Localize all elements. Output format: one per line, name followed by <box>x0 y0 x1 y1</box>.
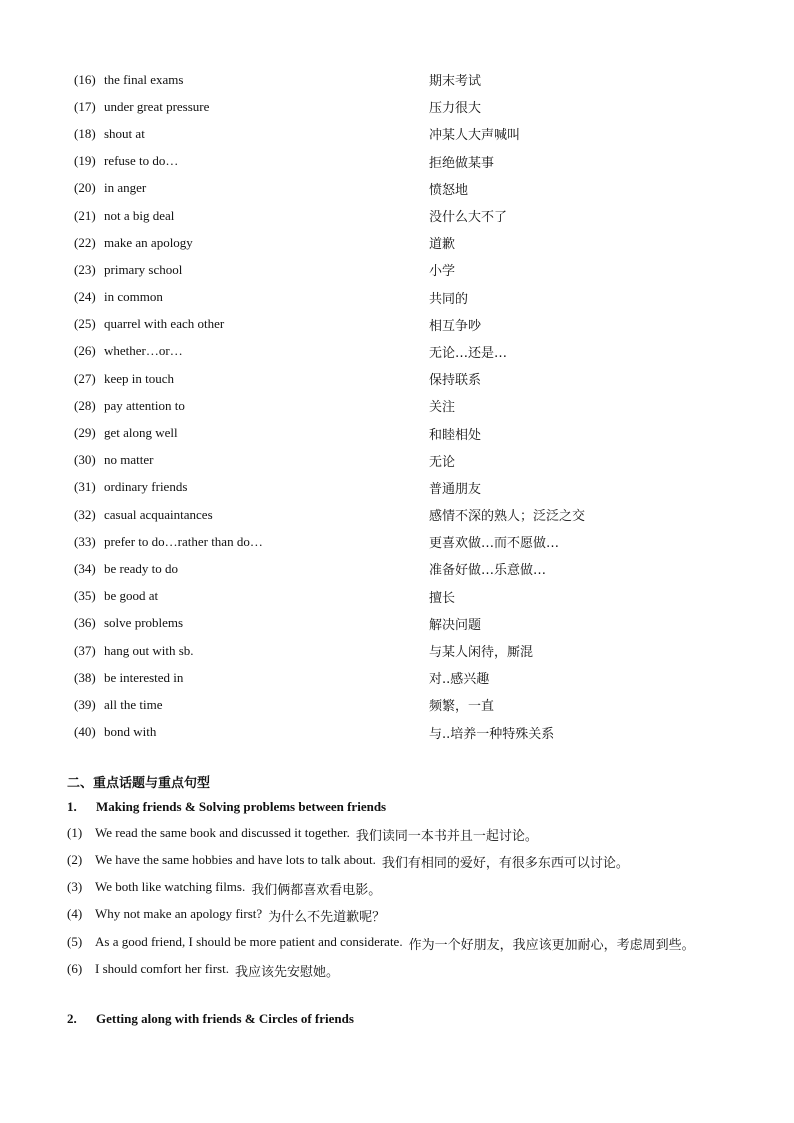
sentence-number: (4) <box>67 906 83 921</box>
sentence-number: (1) <box>67 825 83 840</box>
sentence-number: (3) <box>67 879 83 894</box>
sentence-chinese: 为什么不先道歉呢？ <box>268 910 386 925</box>
vocab-row <box>74 392 754 419</box>
vocab-english: bond with <box>104 724 157 740</box>
vocab-row <box>74 664 754 691</box>
vocab-chinese: 无论 <box>429 454 456 470</box>
vocab-number: (30) <box>74 452 96 468</box>
vocab-number: (17) <box>74 98 96 114</box>
vocab-english: in anger <box>104 180 147 196</box>
vocab-number: (24) <box>74 289 96 305</box>
vocab-row <box>74 284 754 311</box>
vocab-chinese: 和睦相处 <box>429 427 482 443</box>
vocab-row <box>74 583 754 610</box>
vocab-row <box>74 311 754 338</box>
vocab-chinese: 频繁，一直 <box>429 699 495 715</box>
section-title: 二、重点话题与重点句型 <box>67 776 211 791</box>
vocab-row <box>74 419 754 446</box>
vocab-chinese: 准备好做…乐意做… <box>429 563 547 579</box>
vocab-number: (25) <box>74 316 96 332</box>
vocab-number: (27) <box>74 370 96 386</box>
topic-heading-2 <box>67 1011 354 1027</box>
topic-heading-1 <box>67 799 386 815</box>
vocab-english: under great pressure <box>104 98 210 114</box>
sentence-item <box>67 961 339 980</box>
vocab-chinese: 期末考试 <box>429 74 482 90</box>
vocab-number: (31) <box>74 479 96 495</box>
vocab-number: (16) <box>74 71 96 87</box>
vocab-number: (35) <box>74 588 96 604</box>
vocab-row <box>74 229 754 256</box>
vocab-chinese: 更喜欢做…而不愿做… <box>429 536 560 552</box>
sentence-chinese: 我应该先安慰她。 <box>234 965 339 980</box>
sentence-number: (2) <box>67 852 83 867</box>
vocab-number: (21) <box>74 207 96 223</box>
vocab-chinese: 与某人闲待，厮混 <box>429 645 534 661</box>
vocab-row <box>74 93 754 120</box>
vocab-number: (36) <box>74 615 96 631</box>
vocab-chinese: 愤怒地 <box>429 182 469 198</box>
vocab-english: primary school <box>104 261 183 277</box>
vocab-chinese: 冲某人大声喊叫 <box>429 128 521 144</box>
vocab-chinese: 没什么大不了 <box>429 210 508 226</box>
vocab-number: (18) <box>74 125 96 141</box>
vocab-english: no matter <box>104 452 154 468</box>
vocab-row <box>74 175 754 202</box>
vocab-number: (22) <box>74 234 96 250</box>
vocab-chinese: 感情不深的熟人；泛泛之交 <box>429 509 586 525</box>
sentence-english: We both like watching films. <box>95 879 246 894</box>
vocab-chinese: 道歉 <box>429 237 456 253</box>
vocab-number: (39) <box>74 696 96 712</box>
sentence-item <box>67 906 385 925</box>
vocab-row <box>74 148 754 175</box>
vocab-row <box>74 555 754 582</box>
sentence-number: (5) <box>67 934 83 949</box>
vocab-number: (26) <box>74 343 96 359</box>
topic-number: 2. <box>67 1011 77 1026</box>
vocab-english: shout at <box>104 125 145 141</box>
vocab-row <box>74 691 754 718</box>
sentence-chinese: 我们俩都喜欢看电影。 <box>251 883 382 898</box>
vocab-english: quarrel with each other <box>104 316 225 332</box>
vocab-number: (33) <box>74 533 96 549</box>
vocab-chinese: 无论…还是… <box>429 345 508 361</box>
vocab-chinese: 共同的 <box>429 291 469 307</box>
vocab-row <box>74 528 754 555</box>
vocab-number: (34) <box>74 560 96 576</box>
vocab-number: (19) <box>74 153 96 169</box>
vocab-english: hang out with sb. <box>104 642 194 658</box>
vocab-row <box>74 474 754 501</box>
vocab-row <box>74 501 754 528</box>
vocab-row <box>74 338 754 365</box>
vocab-row <box>74 610 754 637</box>
vocab-chinese: 对..感兴趣 <box>429 672 490 688</box>
vocab-number: (29) <box>74 425 96 441</box>
vocabulary-list <box>74 66 754 746</box>
vocab-chinese: 相互争吵 <box>429 318 482 334</box>
vocab-number: (23) <box>74 261 96 277</box>
vocab-chinese: 解决问题 <box>429 617 482 633</box>
vocab-row <box>74 120 754 147</box>
vocab-chinese: 普通朋友 <box>429 481 482 497</box>
topic-title: Getting along with friends & Circles of friends <box>96 1011 354 1026</box>
vocab-row <box>74 365 754 392</box>
vocab-chinese: 保持联系 <box>429 373 482 389</box>
vocab-english: be ready to do <box>104 560 179 576</box>
sentence-english: As a good friend, I should be more patient and considerate. <box>95 934 403 949</box>
vocab-english: be good at <box>104 588 159 604</box>
sentence-chinese: 作为一个好朋友，我应该更加耐心，考虑周到些。 <box>408 938 695 953</box>
vocab-number: (20) <box>74 180 96 196</box>
vocab-number: (28) <box>74 397 96 413</box>
vocab-chinese: 与..培养一种特殊关系 <box>429 726 555 742</box>
vocab-english: in common <box>104 289 163 305</box>
vocab-english: casual acquaintances <box>104 506 213 522</box>
sentence-item <box>67 852 629 871</box>
vocab-row <box>74 637 754 664</box>
vocab-row <box>74 719 754 746</box>
vocab-english: prefer to do…rather than do… <box>104 533 263 549</box>
vocab-number: (37) <box>74 642 96 658</box>
vocab-english: make an apology <box>104 234 193 250</box>
vocab-english: pay attention to <box>104 397 185 413</box>
vocab-chinese: 关注 <box>429 400 456 416</box>
sentence-number: (6) <box>67 961 83 976</box>
vocab-chinese: 压力很大 <box>429 101 482 117</box>
vocab-english: whether…or… <box>104 343 183 359</box>
sentence-item <box>67 879 381 898</box>
vocab-row <box>74 447 754 474</box>
sentence-item <box>67 934 695 953</box>
vocab-number: (38) <box>74 669 96 685</box>
vocab-english: all the time <box>104 696 163 712</box>
vocab-english: not a big deal <box>104 207 175 223</box>
vocab-row <box>74 66 754 93</box>
vocab-english: keep in touch <box>104 370 175 386</box>
vocab-chinese: 拒绝做某事 <box>429 155 495 171</box>
vocab-row <box>74 202 754 229</box>
vocab-english: solve problems <box>104 615 184 631</box>
sentence-chinese: 我们有相同的爱好，有很多东西可以讨论。 <box>381 856 629 871</box>
vocab-english: get along well <box>104 425 178 441</box>
vocab-chinese: 擅长 <box>429 590 456 606</box>
topic-title: Making friends & Solving problems between friends <box>96 799 387 814</box>
sentence-item <box>67 825 538 844</box>
vocab-english: refuse to do… <box>104 153 179 169</box>
topic-number: 1. <box>67 799 77 814</box>
sentence-english: We have the same hobbies and have lots to talk about. <box>95 852 376 867</box>
vocab-number: (40) <box>74 724 96 740</box>
vocab-english: ordinary friends <box>104 479 188 495</box>
sentence-english: I should comfort her first. <box>95 961 229 976</box>
sentence-english: Why not make an apology first? <box>95 906 263 921</box>
vocab-chinese: 小学 <box>429 264 456 280</box>
vocab-row <box>74 256 754 283</box>
sentence-english: We read the same book and discussed it together. <box>95 825 350 840</box>
vocab-english: the final exams <box>104 71 184 87</box>
vocab-number: (32) <box>74 506 96 522</box>
sentence-chinese: 我们读同一本书并且一起讨论。 <box>355 829 538 844</box>
vocab-english: be interested in <box>104 669 184 685</box>
